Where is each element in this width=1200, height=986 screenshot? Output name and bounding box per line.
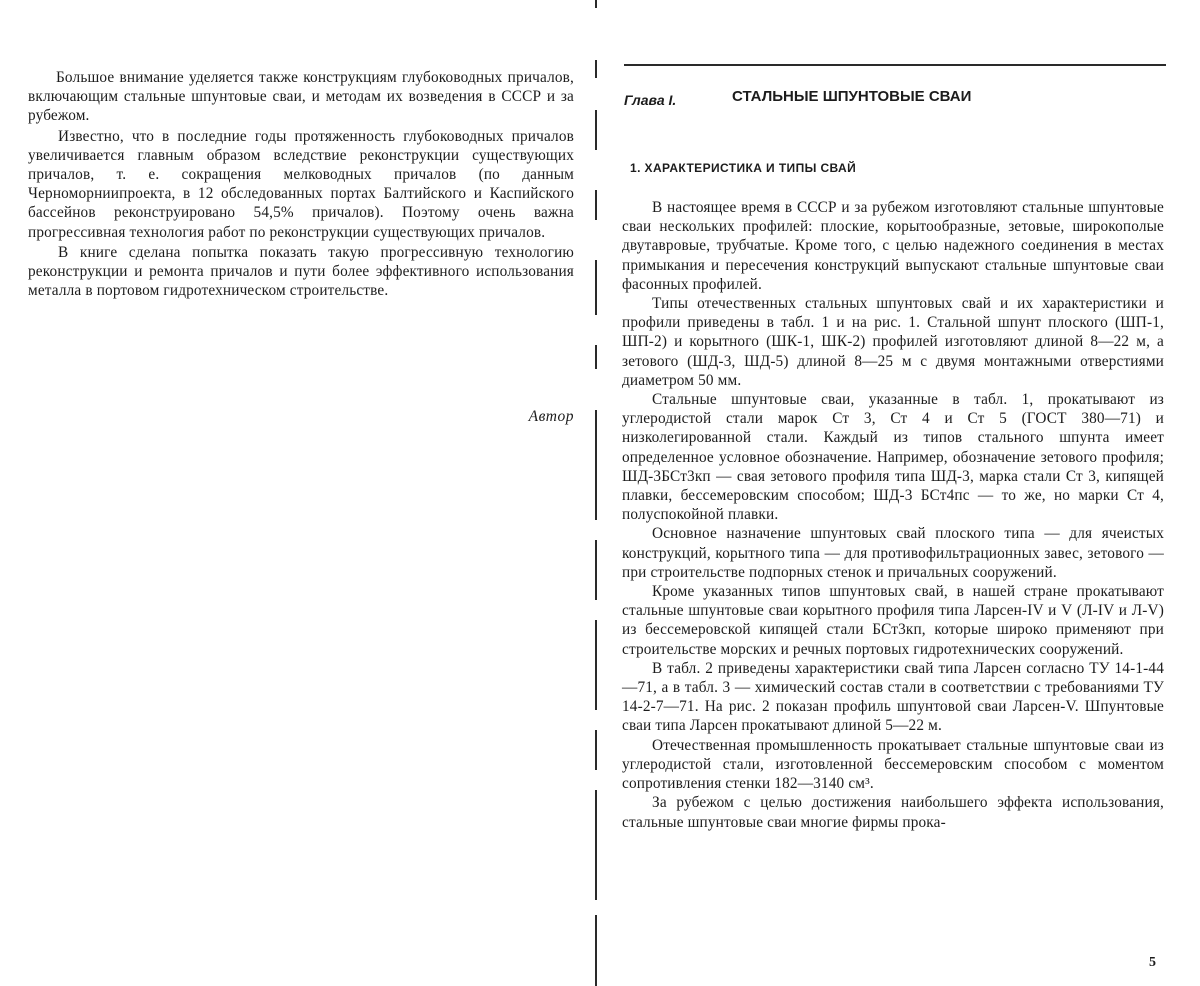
paragraph: Отечественная промышленность прокатывает стальные шпунтовые сваи из углеродистой стали, изготовленной бессемеровским способом с моментом сопротивления стенки 182—3140 см³. xyxy=(622,736,1164,793)
chapter-title: СТАЛЬНЫЕ ШПУНТОВЫЕ СВАИ xyxy=(732,88,972,105)
book-gutter xyxy=(593,0,599,986)
paragraph: Основное назначение шпунтовых свай плоского типа — для ячеистых конструкций, корытного типа — для противофильтрационных завес, зетового — при строительстве подпорных стенок и причальных сооружений. xyxy=(622,525,1164,581)
paragraph: За рубежом с целью достижения наибольшего эффекта использования, стальные шпунтовые сваи многие фирмы прока- xyxy=(622,794,1164,831)
paragraph: Стальные шпунтовые сваи, указанные в табл. 1, прокатывают из углеродистой стали марок Ст 3, Ст 4 и Ст 5 (ГОСТ 380—71) и низколегированной стали. Каждый из типов стального шпунта имеет определенное условное обозначение. Например, обозначение зетового профиля; ШД-3БСт3кп — свая зетового профиля типа ШД-3, марка стали Ст 3, кипящей плавки, бессемеровским способом; ШД-3 БСт4пс — то же, но марки Ст 4, полуспокойной плавки. xyxy=(622,391,1164,524)
paragraph: Известно, что в последние годы протяженность глубоководных причалов увеличивается главным образом вследствие реконструкции существующих причалов, т. е. сокращения мелководных причалов (по данным Черноморниипроекта, в 12 обследованных портах Балтийского и Каспийского бассейнов реконструировано 54,5% причалов). Поэтому очень важна прогрессивная технология работ по реконструкции существующих причалов. xyxy=(28,127,574,241)
paragraph: В настоящее время в СССР и за рубежом изготовляют стальные шпунтовые сваи нескольких профилей: плоские, корытообразные, зетовые, широкополые двутавровые, трубчатые. Кроме того, с целью надежного соединения в местах примыкания и пересечения конструкций выпускают стальные шпунтовые сваи фасонных профилей. xyxy=(622,199,1164,293)
page-number: 5 xyxy=(1149,955,1156,970)
left-page xyxy=(0,0,592,986)
right-page-text xyxy=(622,198,1164,832)
paragraph: В книге сделана попытка показать такую прогрессивную технологию реконструкции и ремонта причалов и пути более эффективного использования металла в портовом гидротехническом строительстве. xyxy=(28,243,574,300)
paragraph: В табл. 2 приведены характеристики свай типа Ларсен согласно ТУ 14-1-44—71, а в табл. 3 — химический состав стали в соответствии с требованиями ТУ 14-2-7—71. На рис. 2 показан профиль шпунтовой сваи Ларсен-V. Шпунтовые сваи типа Ларсен прокатывают длиной 5—22 м. xyxy=(622,659,1164,735)
left-page-text xyxy=(28,68,574,300)
paragraph: Кроме указанных типов шпунтовых свай, в нашей стране прокатывают стальные шпунтовые сваи корытного профиля типа Ларсен-IV и V (Л-IV и Л-V) из бессемеровской кипящей стали БСт3кп, которые широко применяют при строительстве морских и речных портовых гидротехнических сооружений. xyxy=(622,583,1164,658)
section-heading: 1. ХАРАКТЕРИСТИКА И ТИПЫ СВАЙ xyxy=(630,161,857,175)
top-rule xyxy=(624,64,1166,66)
author-signature: Автор xyxy=(528,408,574,425)
right-page xyxy=(600,0,1200,986)
paragraph: Типы отечественных стальных шпунтовых свай и их характеристики и профили приведены в табл. 1 и на рис. 1. Стальной шпунт плоского (ШП-1, ШП-2) и корытного (ШК-1, ШК-2) профилей изготовляют длиной 8—22 м, а зетового (ШД-3, ШД-5) длиной 8—25 м с двумя монтажными отверстиями диаметром 50 мм. xyxy=(622,295,1164,389)
chapter-label: Глава I. xyxy=(624,92,677,108)
paragraph: Большое внимание уделяется также конструкциям глубоководных причалов, включающим стальные шпунтовые сваи, и методам их возведения в СССР и за рубежом. xyxy=(28,69,574,125)
